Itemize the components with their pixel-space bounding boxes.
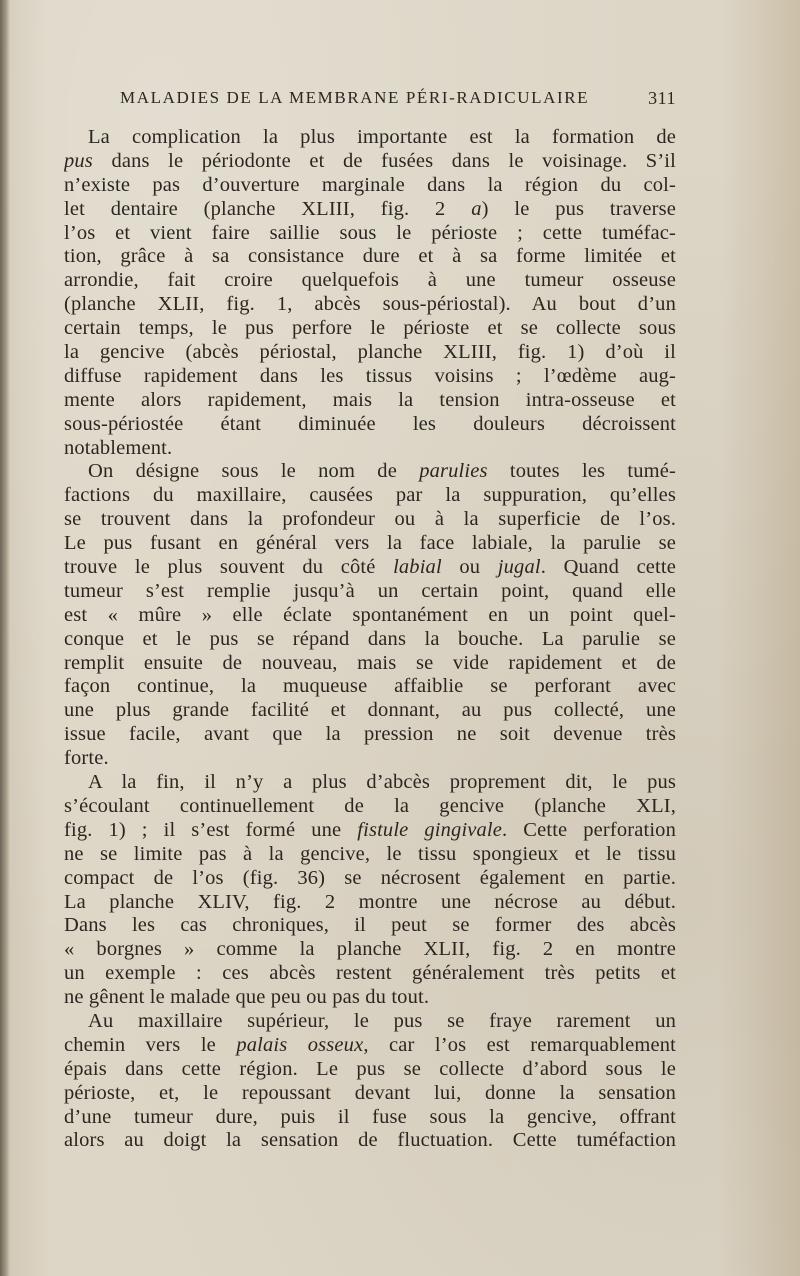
text-segment: , car l’os est remarquablement (363, 1033, 676, 1056)
text-segment: diffuse rapidement dans les tissus voisins ; l’œdème aug- (64, 364, 676, 387)
text-segment: sous-périostée étant diminuée les douleurs décroissent (64, 412, 676, 435)
text-line (64, 699, 676, 723)
text-segment: let dentaire (planche XLIII, fig. 2 (64, 197, 472, 220)
text-segment: façon continue, la muqueuse affaiblie se perforant avec (64, 675, 676, 698)
text-line (64, 580, 676, 604)
text-segment: ne gênent le malade que peu ou pas du tout. (64, 986, 430, 1009)
text-line (64, 1082, 676, 1106)
text-line (64, 460, 676, 484)
page-number: 311 (648, 88, 676, 108)
text-line (64, 269, 676, 293)
text-line (64, 771, 676, 795)
italic-text-segment: parulies (419, 460, 488, 483)
text-segment: tion, grâce à sa consistance dure et à sa forme limitée et (64, 245, 676, 268)
italic-text-segment: jugal (497, 556, 541, 579)
text-line (64, 222, 676, 246)
text-segment: conque et le pus se répand dans la bouche. La parulie se (64, 627, 676, 650)
text-segment: s’écoulant continuellement de la gencive (planche XLI, (64, 794, 676, 817)
text-line (64, 938, 676, 962)
text-segment: notablement. (64, 436, 173, 459)
text-line (64, 413, 676, 437)
text-segment: ) le pus traverse (481, 197, 676, 220)
text-segment: alors au doigt la sensation de fluctuation. Cette tuméfaction (64, 1129, 676, 1152)
text-line (64, 604, 676, 628)
text-segment: (planche XLII, fig. 1, abcès sous-périostal). Au bout d’un (64, 293, 676, 316)
text-segment: Le pus fusant en général vers la face labiale, la parulie se (64, 532, 676, 555)
page-binding-edge (0, 0, 10, 1276)
italic-text-segment: a (471, 197, 482, 220)
text-segment: trouve le plus souvent du côté (64, 556, 394, 579)
text-segment: l’os et vient faire saillie sous le périoste ; cette tuméfac- (64, 221, 676, 244)
body-text (64, 126, 676, 1153)
text-line (64, 914, 676, 938)
text-segment: chemin vers le (64, 1033, 237, 1056)
text-segment: factions du maxillaire, causées par la suppuration, qu’elles (64, 484, 676, 507)
running-title: MALADIES DE LA MEMBRANE PÉRI-RADICULAIRE (120, 88, 590, 107)
text-line (64, 150, 676, 174)
text-line (64, 747, 676, 771)
text-segment: toutes les tumé- (487, 460, 676, 483)
text-segment: épais dans cette région. Le pus se collecte d’abord sous le (64, 1057, 676, 1080)
text-segment: fig. 1) ; il s’est formé une (64, 818, 358, 841)
text-segment: un exemple : ces abcès restent généralement très petits et (64, 962, 676, 985)
text-line (64, 843, 676, 867)
text-line (64, 126, 676, 150)
text-segment: Dans les cas chroniques, il peut se former des abcès (64, 914, 676, 937)
text-line (64, 962, 676, 986)
text-line (64, 1010, 676, 1034)
text-segment: périoste, et, le repoussant devant lui, donne la sensation (64, 1081, 676, 1104)
text-line (64, 341, 676, 365)
text-segment: tumeur s’est remplie jusqu’à un certain point, quand elle (64, 579, 676, 602)
text-segment: . Cette perforation (502, 818, 676, 841)
text-segment: arrondie, fait croire quelquefois à une tumeur osseuse (64, 269, 676, 292)
text-line (64, 437, 676, 461)
text-line (64, 484, 676, 508)
text-segment: certain temps, le pus perfore le périoste et se collecte sous (64, 317, 676, 340)
text-line (64, 365, 676, 389)
text-segment: est « mûre » elle éclate spontanément en un point quel- (64, 603, 676, 626)
text-segment: forte. (64, 747, 109, 770)
text-line (64, 556, 676, 580)
text-segment: une plus grande facilité et donnant, au pus collecté, une (64, 699, 676, 722)
text-segment: On désigne sous le nom de (88, 460, 420, 483)
text-segment: issue facile, avant que la pression ne soit devenue très (64, 723, 676, 746)
text-segment: dans le périodonte et de fusées dans le voisinage. S’il (92, 149, 676, 172)
text-segment: La planche XLIV, fig. 2 montre une nécrose au début. (64, 890, 676, 913)
text-segment: mente alors rapidement, mais la tension intra-osseuse et (64, 388, 676, 411)
text-line (64, 1034, 676, 1058)
text-line (64, 174, 676, 198)
text-segment: la gencive (abcès périostal, planche XLIII, fig. 1) d’où il (64, 341, 676, 364)
text-line (64, 508, 676, 532)
text-segment: Au maxillaire supérieur, le pus se fraye rarement un (88, 1009, 676, 1032)
text-line (64, 1129, 676, 1153)
text-line (64, 1106, 676, 1130)
text-line (64, 986, 676, 1010)
text-line (64, 819, 676, 843)
text-segment: d’une tumeur dure, puis il fuse sous la gencive, offrant (64, 1105, 676, 1128)
text-line (64, 723, 676, 747)
italic-text-segment: fistule gingivale (357, 818, 503, 841)
text-segment: A la fin, il n’y a plus d’abcès proprement dit, le pus (88, 771, 676, 794)
text-line (64, 891, 676, 915)
text-line (64, 532, 676, 556)
text-line (64, 293, 676, 317)
text-line (64, 867, 676, 891)
italic-text-segment: palais osseux (236, 1033, 364, 1056)
text-segment: n’existe pas d’ouverture marginale dans la région du col- (64, 173, 676, 196)
text-segment: compact de l’os (fig. 36) se nécrosent également en partie. (64, 866, 676, 889)
text-segment: . Quand cette (540, 556, 676, 579)
text-segment: ne se limite pas à la gencive, le tissu spongieux et le tissu (64, 842, 676, 865)
text-line (64, 389, 676, 413)
text-line (64, 652, 676, 676)
page-header (120, 88, 676, 118)
text-line (64, 1058, 676, 1082)
text-line (64, 245, 676, 269)
text-line (64, 198, 676, 222)
text-segment: remplit ensuite de nouveau, mais se vide rapidement et de (64, 651, 676, 674)
text-line (64, 317, 676, 341)
text-line (64, 795, 676, 819)
text-line (64, 675, 676, 699)
text-segment: se trouvent dans la profondeur ou à la superficie de l’os. (64, 508, 676, 531)
italic-text-segment: labial (393, 556, 442, 579)
italic-text-segment: pus (64, 149, 93, 172)
text-segment: La complication la plus importante est la formation de (88, 126, 676, 148)
text-line (64, 628, 676, 652)
text-segment: ou (441, 556, 498, 579)
text-segment: « borgnes » comme la planche XLII, fig. 2 en montre (64, 938, 676, 961)
